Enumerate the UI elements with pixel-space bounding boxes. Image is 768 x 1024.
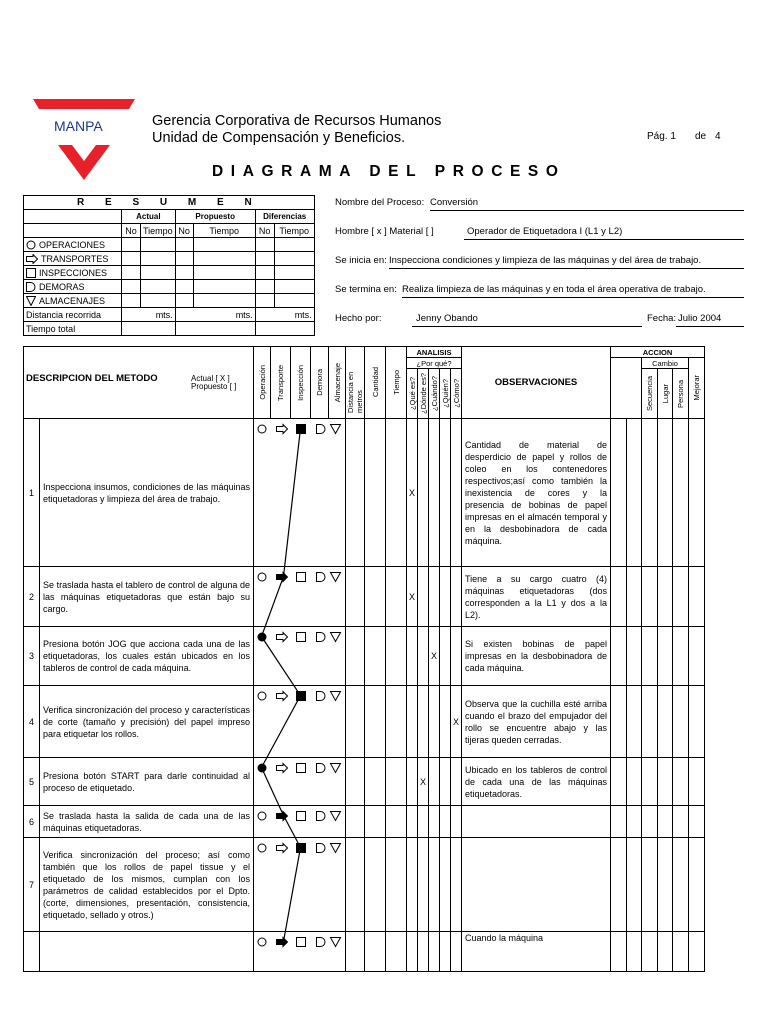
analisis-mark-como bbox=[451, 627, 462, 686]
delay-d-icon bbox=[317, 812, 325, 821]
process-table bbox=[23, 346, 705, 972]
step-description: Se traslada hasta el tablero de control de alguna de las máquinas etiquetadoras que están bajo su cargo. bbox=[40, 567, 254, 627]
analisis-mark-donde bbox=[418, 838, 429, 932]
table-row bbox=[24, 567, 705, 627]
hombre-value: Operador de Etiquetadora I (L1 y L2) bbox=[467, 226, 623, 237]
step-number: 4 bbox=[24, 686, 40, 758]
analisis-mark-cuando: X bbox=[429, 627, 440, 686]
step-description: Presiona botón JOG que acciona cada una de las etiquetadoras, los cuales están ubicados en los tableros de control de cada máquina. bbox=[40, 627, 254, 686]
observaciones-header: OBSERVACIONES bbox=[462, 347, 611, 419]
symbols-cell bbox=[254, 686, 346, 758]
group-actual: Actual bbox=[122, 210, 176, 224]
operation-circle-icon bbox=[258, 844, 266, 852]
col-quien: ¿Quién? bbox=[440, 379, 450, 408]
transport-arrow-icon bbox=[277, 692, 288, 701]
table-row bbox=[24, 806, 705, 838]
fecha-value: Julio 2004 bbox=[678, 313, 722, 324]
operation-circle-icon bbox=[258, 633, 266, 641]
col-donde: ¿Dónde es? bbox=[418, 373, 428, 414]
step-observation bbox=[462, 838, 611, 932]
analisis-mark-cuando bbox=[429, 838, 440, 932]
delay-d-icon bbox=[317, 633, 325, 642]
metodo-header: DESCRIPCION DEL METODO Actual [ X ] Propuesto [ ] bbox=[24, 347, 254, 419]
row-transportes: TRANSPORTES bbox=[24, 252, 122, 266]
symbols-cell bbox=[254, 932, 346, 972]
delay-d-icon bbox=[317, 425, 325, 434]
col-persona: Persona bbox=[676, 379, 685, 408]
table-row bbox=[24, 932, 705, 972]
analisis-mark-como bbox=[451, 806, 462, 838]
storage-triangle-icon bbox=[331, 692, 341, 701]
analisis-mark-que bbox=[407, 758, 418, 806]
analisis-mark-como bbox=[451, 838, 462, 932]
step-number: 7 bbox=[24, 838, 40, 932]
inspection-square-icon bbox=[297, 425, 306, 434]
analisis-mark-donde bbox=[418, 419, 429, 567]
row-inspecciones: INSPECCIONES bbox=[24, 266, 122, 280]
delay-d-icon bbox=[317, 764, 325, 773]
mts-diferencias: mts. bbox=[255, 308, 314, 322]
step-number: 6 bbox=[24, 806, 40, 838]
operation-circle-icon bbox=[258, 938, 266, 946]
storage-triangle-icon bbox=[331, 633, 341, 642]
circle-icon bbox=[26, 240, 36, 250]
col-no: No bbox=[175, 224, 193, 238]
col-tiempo: Tiempo bbox=[193, 224, 255, 238]
inicia-value: Inspecciona condiciones y limpieza de las máquinas y del área de trabajo. bbox=[389, 255, 702, 266]
transport-arrow-icon bbox=[277, 938, 288, 947]
table-row bbox=[24, 627, 705, 686]
transport-arrow-icon bbox=[277, 812, 288, 821]
analisis-mark-cuando bbox=[429, 932, 440, 972]
step-description: Verifica sincronización del proceso y características de corte (tamaño y precisión) del papel impreso para etiquetar los rollos. bbox=[40, 686, 254, 758]
inspection-square-icon bbox=[297, 812, 306, 821]
symbols-cell bbox=[254, 838, 346, 932]
analisis-mark-cuando bbox=[429, 419, 440, 567]
step-number bbox=[24, 932, 40, 972]
inspection-square-icon bbox=[297, 764, 306, 773]
accion-header: ACCION bbox=[611, 347, 705, 358]
inspection-square-icon bbox=[297, 938, 306, 947]
delay-d-icon bbox=[317, 573, 325, 582]
analisis-mark-quien bbox=[440, 932, 451, 972]
col-distancia: Distancia en metros bbox=[346, 371, 364, 413]
group-diferencias: Diferencias bbox=[255, 210, 314, 224]
analisis-mark-como bbox=[451, 567, 462, 627]
d-shape-icon bbox=[26, 282, 36, 292]
mts-propuesto: mts. bbox=[175, 308, 255, 322]
step-observation: Ubicado en los tableros de control de cada una de las máquinas etiquetadoras. bbox=[462, 758, 611, 806]
triangle-icon bbox=[26, 296, 36, 306]
analisis-mark-donde bbox=[418, 686, 429, 758]
transport-arrow-icon bbox=[277, 764, 288, 773]
inspection-square-icon bbox=[297, 844, 306, 853]
inspection-square-icon bbox=[297, 633, 306, 642]
transport-arrow-icon bbox=[277, 844, 288, 853]
analisis-mark-donde bbox=[418, 806, 429, 838]
symbols-cell bbox=[254, 806, 346, 838]
page-sep: de bbox=[695, 131, 707, 142]
operation-circle-icon bbox=[258, 764, 266, 772]
step-description: Se traslada hasta la salida de cada una de las máquinas etiquetadoras. bbox=[40, 806, 254, 838]
nombre-label: Nombre del Proceso: bbox=[335, 197, 425, 208]
resumen-title: R E S U M E N bbox=[24, 196, 315, 210]
analisis-header: ANALISIS bbox=[407, 347, 462, 358]
analisis-mark-quien bbox=[440, 567, 451, 627]
tiempo-total-label: Tiempo total bbox=[24, 322, 122, 336]
analisis-mark-como bbox=[451, 758, 462, 806]
symbols-cell bbox=[254, 627, 346, 686]
col-no: No bbox=[122, 224, 141, 238]
inspection-square-icon bbox=[297, 573, 306, 582]
col-almacenaje: Almacenaje bbox=[332, 362, 342, 403]
col-demora: Demora bbox=[315, 369, 324, 396]
row-almacenajes: ALMACENAJES bbox=[24, 294, 122, 308]
analisis-mark-cuando bbox=[429, 758, 440, 806]
col-secuencia: Secuencia bbox=[645, 375, 654, 412]
transport-arrow-icon bbox=[277, 633, 288, 642]
analisis-mark-quien bbox=[440, 686, 451, 758]
arrow-icon bbox=[26, 254, 38, 264]
step-observation bbox=[462, 806, 611, 838]
analisis-mark-quien bbox=[440, 419, 451, 567]
row-demoras: DEMORAS bbox=[24, 280, 122, 294]
analisis-mark-donde bbox=[418, 932, 429, 972]
step-number: 1 bbox=[24, 419, 40, 567]
resumen-table bbox=[23, 195, 315, 336]
transport-arrow-icon bbox=[277, 573, 288, 582]
header-line-1: Gerencia Corporativa de Recursos Humanos bbox=[152, 113, 442, 129]
step-observation: Tiene a su cargo cuatro (4) máquinas etiquetadoras (dos corresponden a la L1 y dos a la L2). bbox=[462, 567, 611, 627]
operation-circle-icon bbox=[258, 573, 266, 581]
analisis-mark-quien bbox=[440, 838, 451, 932]
analisis-mark-que: X bbox=[407, 419, 418, 567]
company-logo bbox=[33, 99, 135, 181]
analisis-mark-que: X bbox=[407, 567, 418, 627]
storage-triangle-icon bbox=[331, 425, 341, 434]
hombre-label: Hombre [ x ] Material [ ] bbox=[335, 226, 434, 237]
square-icon bbox=[26, 268, 36, 278]
col-cantidad: Cantidad bbox=[370, 367, 380, 398]
col-mejorar: Mejorar bbox=[692, 375, 701, 401]
step-description bbox=[40, 932, 254, 972]
analisis-mark-cuando bbox=[429, 806, 440, 838]
fecha-label: Fecha: bbox=[647, 313, 677, 324]
row-operaciones: OPERACIONES bbox=[24, 238, 122, 252]
col-tiempo: Tiempo bbox=[141, 224, 176, 238]
analisis-mark-que bbox=[407, 932, 418, 972]
operation-circle-icon bbox=[258, 692, 266, 700]
step-number: 2 bbox=[24, 567, 40, 627]
analisis-mark-quien bbox=[440, 758, 451, 806]
mts-actual: mts. bbox=[122, 308, 176, 322]
analisis-mark-como: X bbox=[451, 686, 462, 758]
analisis-mark-cuando bbox=[429, 567, 440, 627]
storage-triangle-icon bbox=[331, 812, 341, 821]
col-que: ¿Qué es? bbox=[407, 377, 417, 410]
symbols-cell bbox=[254, 419, 346, 567]
step-description: Inspecciona insumos, condiciones de las máquinas etiquetadoras y limpieza del área de trabajo. bbox=[40, 419, 254, 567]
analisis-mark-donde: X bbox=[418, 758, 429, 806]
page-label: Pág. 1 bbox=[647, 131, 676, 142]
col-tiempo: Tiempo bbox=[391, 370, 401, 395]
analisis-mark-donde bbox=[418, 627, 429, 686]
col-operacion: Operación bbox=[257, 365, 267, 400]
col-tiempo: Tiempo bbox=[274, 224, 314, 238]
distancia-label: Distancia recorrida bbox=[24, 308, 122, 322]
table-row bbox=[24, 419, 705, 567]
analisis-mark-que bbox=[407, 627, 418, 686]
col-como: ¿Cómo? bbox=[451, 379, 461, 408]
inicia-label: Se inicia en: bbox=[335, 255, 387, 266]
inspection-square-icon bbox=[297, 692, 306, 701]
operation-circle-icon bbox=[258, 812, 266, 820]
step-observation: Cantidad de material de desperdicio de papel y rollos de coleo en los contenedores respectivos;así como también la inexistencia de cores y la presencia de bobinas de papel impresas en el almacén temporal y en la desbobinadora de cada máquina. bbox=[462, 419, 611, 567]
col-inspeccion: Inspección bbox=[296, 364, 305, 401]
page-total: 4 bbox=[715, 131, 721, 142]
transport-arrow-icon bbox=[277, 425, 288, 434]
analisis-mark-como bbox=[451, 932, 462, 972]
porque-header: ¿Por qué? bbox=[407, 358, 462, 369]
col-cuando: ¿Cuándo? bbox=[429, 375, 439, 412]
hecho-value: Jenny Obando bbox=[416, 313, 478, 324]
step-observation: Observa que la cuchilla esté arriba cuando el brazo del empujador del rollo se encuentre abajo y las tijeras queden cerradas. bbox=[462, 686, 611, 758]
step-observation: Si existen bobinas de papel impresas en la desbobinadora de cada máquina. bbox=[462, 627, 611, 686]
col-transporte: Transporte bbox=[276, 364, 285, 401]
analisis-mark-que bbox=[407, 686, 418, 758]
logo-text: MANPA bbox=[54, 118, 103, 134]
col-no: No bbox=[255, 224, 274, 238]
table-row bbox=[24, 686, 705, 758]
analisis-mark-como bbox=[451, 419, 462, 567]
termina-value: Realiza limpieza de las máquinas y en toda el área operativa de trabajo. bbox=[402, 284, 706, 295]
table-row bbox=[24, 758, 705, 806]
analisis-mark-quien bbox=[440, 627, 451, 686]
step-observation: Cuando la máquina bbox=[462, 932, 611, 972]
symbols-cell bbox=[254, 758, 346, 806]
step-description: Verifica sincronización del proceso; así como también que los rollos de papel tissue y el etiquetado de los mismos, cumplan con los parámetros de calidad establecidos por el Dpto. (corte, dimensiones, presentación, consistencia, etiquetado, sellado y otros.) bbox=[40, 838, 254, 932]
nombre-value: Conversión bbox=[430, 197, 479, 208]
step-description: Presiona botón START para darle continuidad al proceso de etiquetado. bbox=[40, 758, 254, 806]
analisis-mark-cuando bbox=[429, 686, 440, 758]
storage-triangle-icon bbox=[331, 573, 341, 582]
step-number: 5 bbox=[24, 758, 40, 806]
analisis-mark-que bbox=[407, 806, 418, 838]
analisis-mark-que bbox=[407, 838, 418, 932]
page-title: DIAGRAMA DEL PROCESO bbox=[212, 163, 566, 180]
header-line-2: Unidad de Compensación y Beneficios. bbox=[152, 130, 406, 146]
delay-d-icon bbox=[317, 938, 325, 947]
symbols-cell bbox=[254, 567, 346, 627]
storage-triangle-icon bbox=[331, 938, 341, 947]
step-number: 3 bbox=[24, 627, 40, 686]
analisis-mark-donde bbox=[418, 567, 429, 627]
delay-d-icon bbox=[317, 844, 325, 853]
col-lugar: Lugar bbox=[660, 383, 670, 404]
termina-label: Se termina en: bbox=[335, 284, 397, 295]
analisis-mark-quien bbox=[440, 806, 451, 838]
cambio-header: Cambio bbox=[642, 358, 689, 369]
group-propuesto: Propuesto bbox=[175, 210, 255, 224]
storage-triangle-icon bbox=[331, 764, 341, 773]
hecho-label: Hecho por: bbox=[335, 313, 382, 324]
operation-circle-icon bbox=[258, 425, 266, 433]
storage-triangle-icon bbox=[331, 844, 341, 853]
table-row bbox=[24, 838, 705, 932]
delay-d-icon bbox=[317, 692, 325, 701]
